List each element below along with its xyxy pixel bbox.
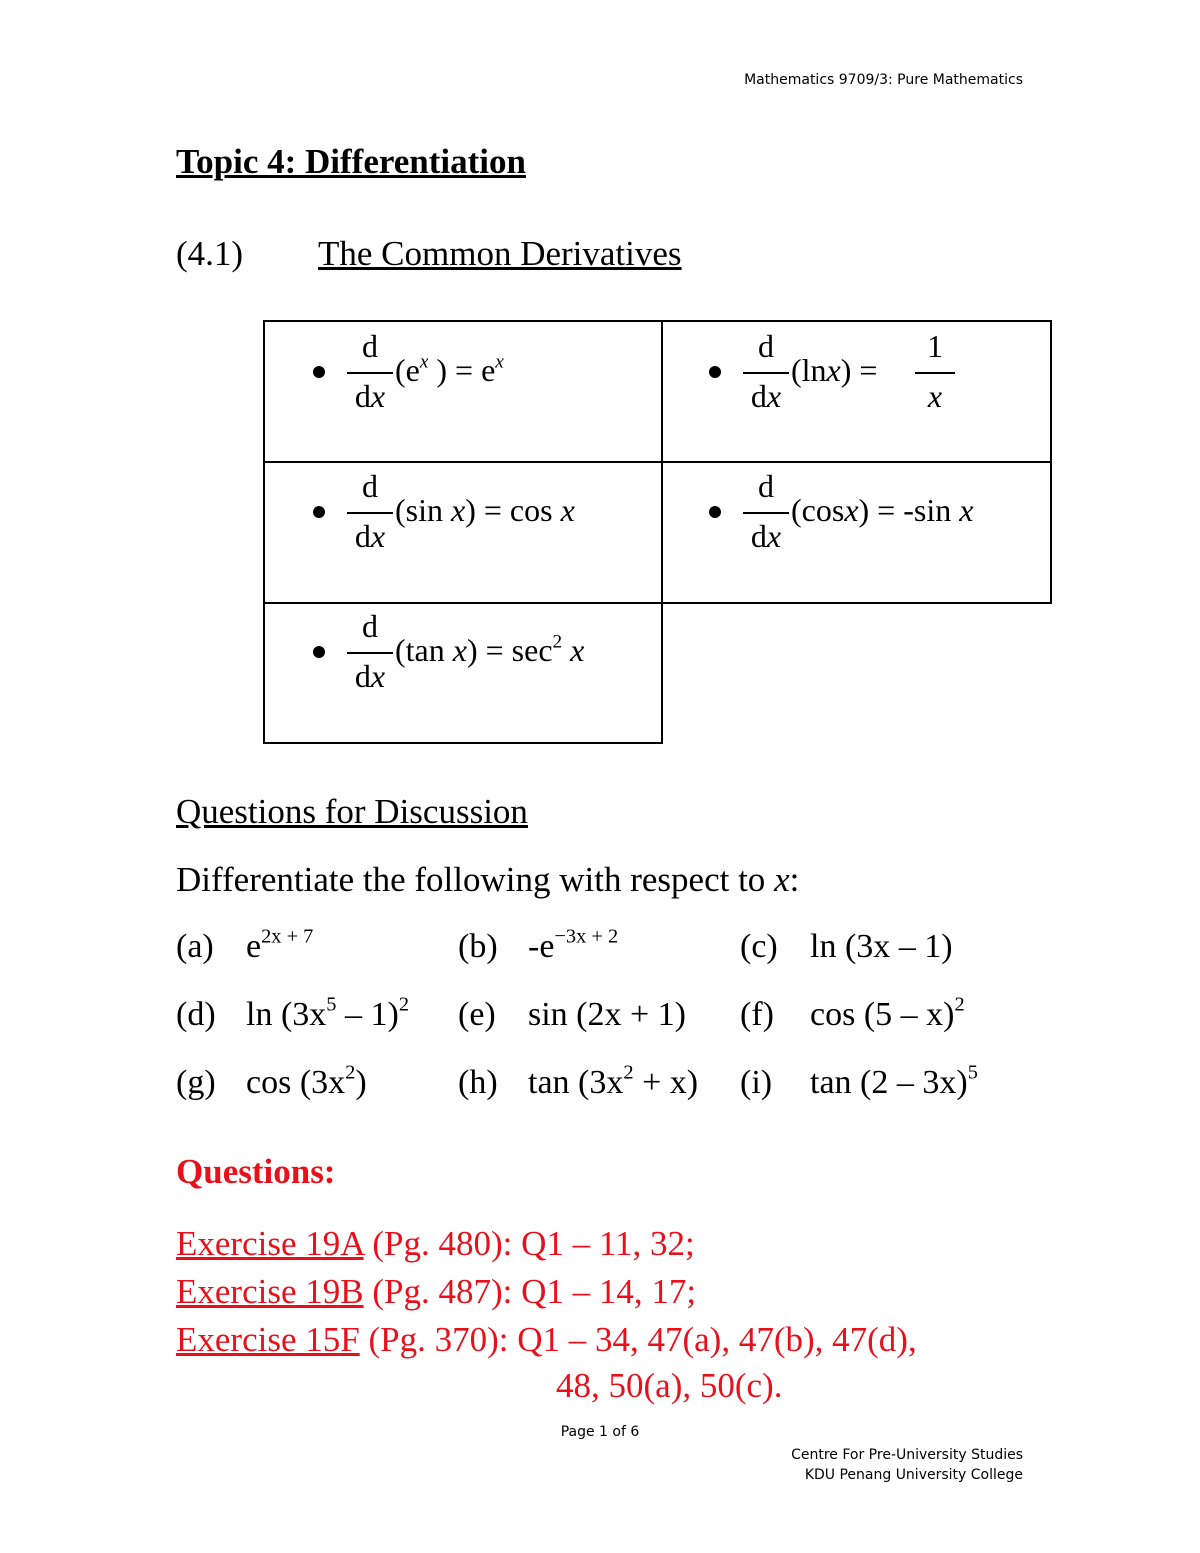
derivative-exp: ($e^x$ ) = $e^x$ (395, 351, 504, 388)
question-expression: $\ln (3x^5 - 1)^2$ (246, 993, 410, 1033)
derivatives-table: d dx ($e^x$ ) = $e^x$ d dx (lnx) = 1 x d dx (sin x) = cos x d dx (cosx) = -sin x d dx (tan $x) = \sec^2 x$ (263, 320, 1052, 744)
exercise-link[interactable]: Exercise 19B (176, 1272, 364, 1311)
page-title: Topic 4: Differentiation (176, 142, 526, 181)
discussion-heading: Questions for Discussion (176, 792, 528, 831)
table-cell-cos (661, 461, 1052, 604)
question-label: (e) (458, 996, 496, 1033)
bullet-icon (709, 366, 721, 378)
footer-line: KDU Penang University College (804, 1467, 1023, 1483)
question-expression: $e^{2x + 7}$ (246, 925, 314, 965)
bullet-icon (313, 366, 325, 378)
footer (791, 1445, 1023, 1485)
derivative-ln: (lnx) = (791, 352, 878, 388)
footer-line: Centre For Pre-University Studies (791, 1447, 1023, 1463)
derivative-tan: (tan $x) = \sec^2 x$ (395, 631, 585, 668)
table-cell-ln (661, 320, 1052, 463)
question-label: (b) (458, 928, 498, 965)
bullet-icon (313, 506, 325, 518)
question-label: (d) (176, 996, 216, 1033)
discussion-instruction: Differentiate the following with respect to x: (176, 860, 800, 899)
exercise-link[interactable]: Exercise 19A (176, 1224, 364, 1263)
exercise-line: Exercise 19A (Pg. 480): Q1 – 11, 32; (176, 1224, 695, 1263)
question-label: (i) (740, 1064, 773, 1101)
question-expression: sin (2x + 1) (528, 996, 686, 1033)
question-label: (a) (176, 928, 214, 965)
question-expression: tan (2 – 3x)$^5$ (810, 1061, 978, 1101)
question-expression: $\cos (3x^2)$ (246, 1061, 367, 1101)
page-number: Page 1 of 6 (560, 1424, 640, 1440)
exercise-line: Exercise 15F (Pg. 370): Q1 – 34, 47(a), 47(b), 47(d), (176, 1320, 917, 1359)
table-cell-exp (263, 320, 663, 463)
derivative-sin: (sin x) = cos x (395, 492, 575, 528)
question-label: (f) (740, 996, 774, 1033)
bullet-icon (709, 506, 721, 518)
question-expression: cos (5 – x)$^2$ (810, 993, 965, 1033)
question-label: (g) (176, 1064, 216, 1101)
exercise-line: Exercise 19B (Pg. 487): Q1 – 14, 17; (176, 1272, 697, 1311)
section-number: (4.1) (176, 234, 244, 273)
question-label: (h) (458, 1064, 498, 1101)
derivative-cos: (cosx) = -sin x (791, 492, 974, 528)
questions-heading: Questions: (176, 1152, 336, 1191)
running-header: Mathematics 9709/3: Pure Mathematics (744, 72, 1023, 88)
question-expression: $-e^{-3x + 2}$ (528, 925, 619, 965)
question-expression: ln (3x – 1) (810, 928, 953, 965)
table-cell-tan (263, 602, 663, 744)
question-label: (c) (740, 928, 778, 965)
question-expression: $\tan (3x^2 + x)$ (528, 1061, 699, 1101)
table-cell-sin (263, 461, 663, 604)
bullet-icon (313, 646, 325, 658)
exercise-continuation: 48, 50(a), 50(c). (556, 1366, 783, 1405)
exercise-link[interactable]: Exercise 15F (176, 1320, 360, 1359)
section-title: The Common Derivatives (318, 234, 682, 273)
